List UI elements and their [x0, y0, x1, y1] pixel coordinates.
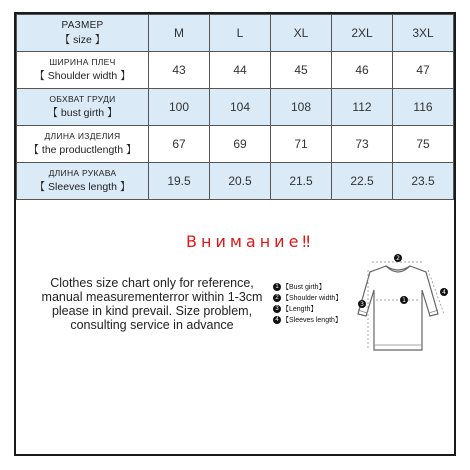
- value-cell: 43: [149, 52, 210, 89]
- notice-text: [18, 276, 286, 332]
- diagram-number: 1: [402, 297, 406, 305]
- legend-number: 4: [273, 316, 281, 324]
- value-cell: 67: [149, 126, 210, 163]
- legend-label: 【Bust girth】: [282, 284, 326, 291]
- notice-line: manual measurementerror within 1-3cm: [41, 290, 263, 304]
- sweater-diagram-icon: [346, 252, 450, 356]
- value-cell: 23.5: [393, 163, 454, 200]
- legend-item: [273, 282, 342, 293]
- measurement-legend: [273, 282, 342, 326]
- row-label-cell: [17, 52, 149, 89]
- diagram-number: 3: [360, 301, 364, 309]
- header-label-cell: [17, 15, 149, 52]
- value-cell: 100: [149, 89, 210, 126]
- value-cell: 75: [393, 126, 454, 163]
- row-label-en: 【 Shoulder width 】: [34, 70, 131, 82]
- diagram-number: 2: [396, 255, 400, 263]
- row-label-ru: ДЛИНА ИЗДЕЛИЯ: [44, 131, 121, 141]
- value-cell: 19.5: [149, 163, 210, 200]
- table-row: [17, 89, 454, 126]
- row-label-cell: [17, 126, 149, 163]
- table-row: [17, 52, 454, 89]
- value-cell: 47: [393, 52, 454, 89]
- legend-number: 2: [273, 294, 281, 302]
- value-cell: 112: [332, 89, 393, 126]
- legend-item: [273, 304, 342, 315]
- table-row: [17, 126, 454, 163]
- size-chart-frame: [14, 12, 456, 456]
- diagram-number: 4: [442, 289, 446, 297]
- value-cell: 71: [271, 126, 332, 163]
- size-header-cell: L: [210, 15, 271, 52]
- row-label-en: 【 bust girth 】: [47, 107, 118, 119]
- notice-line: please in kind prevail. Size problem,: [51, 304, 253, 318]
- legend-item: [273, 315, 342, 326]
- attention-heading: Внимание‼: [186, 232, 315, 251]
- row-label-ru: ДЛИНА РУКАВА: [48, 168, 117, 178]
- value-cell: 108: [271, 89, 332, 126]
- value-cell: 20.5: [210, 163, 271, 200]
- header-label-ru: РАЗМЕР: [61, 19, 104, 31]
- row-label-ru: ОБХВАТ ГРУДИ: [49, 94, 116, 104]
- table-row: [17, 163, 454, 200]
- row-label-en: 【 the productlength 】: [28, 144, 137, 156]
- legend-number: 3: [273, 305, 281, 313]
- legend-number: 1: [273, 283, 281, 291]
- notice-line: consulting service in advance: [70, 318, 234, 332]
- row-label-cell: [17, 163, 149, 200]
- notice-section: [16, 196, 454, 454]
- legend-label: 【Length】: [282, 306, 318, 313]
- value-cell: 44: [210, 52, 271, 89]
- value-cell: 22.5: [332, 163, 393, 200]
- size-header-cell: 3XL: [393, 15, 454, 52]
- legend-label: 【Sleeves length】: [282, 317, 342, 324]
- value-cell: 116: [393, 89, 454, 126]
- size-header-cell: 2XL: [332, 15, 393, 52]
- legend-label: 【Shoulder width】: [282, 295, 343, 302]
- notice-line: Clothes size chart only for reference,: [50, 276, 254, 290]
- size-header-cell: XL: [271, 15, 332, 52]
- size-header-cell: M: [149, 15, 210, 52]
- legend-item: [273, 293, 342, 304]
- row-label-en: 【 Sleeves length 】: [34, 181, 131, 193]
- table-header-row: [17, 15, 454, 52]
- size-table: [16, 14, 454, 200]
- value-cell: 45: [271, 52, 332, 89]
- value-cell: 104: [210, 89, 271, 126]
- value-cell: 21.5: [271, 163, 332, 200]
- row-label-cell: [17, 89, 149, 126]
- value-cell: 73: [332, 126, 393, 163]
- header-label-en: 【 size 】: [59, 33, 106, 46]
- row-label-ru: ШИРИНА ПЛЕЧ: [49, 57, 116, 67]
- value-cell: 69: [210, 126, 271, 163]
- value-cell: 46: [332, 52, 393, 89]
